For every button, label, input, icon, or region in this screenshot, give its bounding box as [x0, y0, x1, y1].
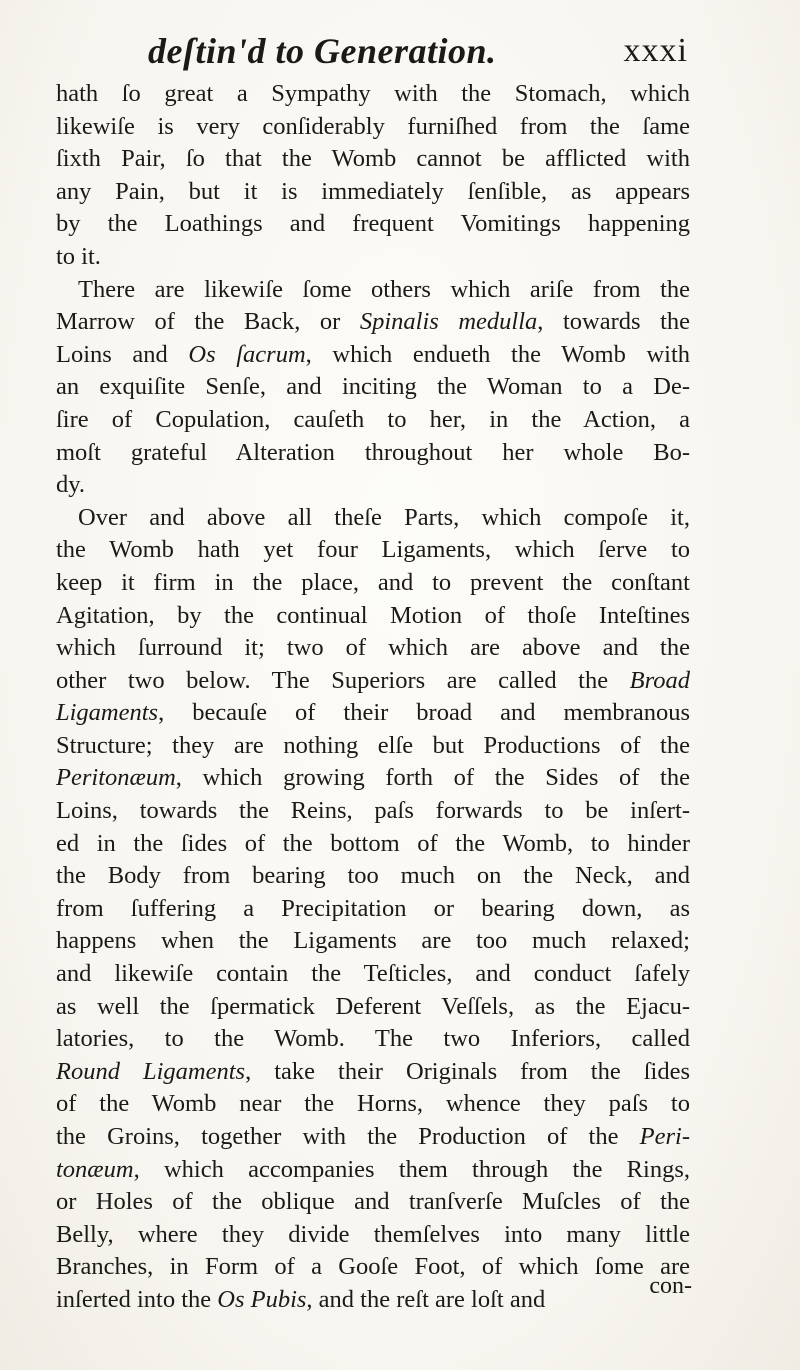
- text-line: ſire of Copulation, cauſeth to her, in the Action, a: [56, 405, 690, 433]
- text-line: from ſuffering a Precipitation or bearing down, as: [56, 894, 690, 922]
- text-line: tonæum, which accompanies them through the Rings,: [56, 1155, 690, 1183]
- text-line: the Groins, together with the Production of the Peri-: [56, 1123, 690, 1150]
- text-line: keep it firm in the place, and to prevent the conſtant: [56, 568, 690, 596]
- text-line: moſt grateful Alteration throughout her whole Bo-: [56, 438, 690, 466]
- page-number: xxxi: [623, 32, 688, 69]
- text-line: dy.: [56, 471, 86, 499]
- text-line: or Holes of the oblique and tranſverſe Muſcles of the: [56, 1188, 690, 1216]
- text-line: hath ſo great a Sympathy with the Stomach, which: [56, 80, 690, 107]
- running-title: deſtin'd to Generation.: [148, 31, 497, 71]
- text-line: Loins, towards the Reins, paſs forwards to be inſert-: [56, 797, 690, 825]
- text-line: to it.: [56, 242, 101, 270]
- paragraph-1: [56, 78, 690, 274]
- text-line: Loins and Os ſacrum, which endueth the Womb with: [56, 340, 691, 368]
- text-line: Round Ligaments, take their Originals from the ſides: [56, 1057, 690, 1085]
- page-header: [148, 30, 688, 80]
- text-line: Branches, in Form of a Gooſe Foot, of which ſome are: [56, 1253, 690, 1281]
- text-line: ſixth Pair, ſo that the Womb cannot be afflicted with: [56, 145, 690, 173]
- text-line: happens when the Ligaments are too much relaxed;: [56, 927, 690, 955]
- text-line: Over and above all theſe Parts, which compoſe it,: [78, 503, 690, 531]
- text-line: of the Womb near the Horns, whence they paſs to: [56, 1090, 690, 1118]
- text-line: Agitation, by the continual Motion of thoſe Inteſtines: [56, 601, 690, 629]
- text-line: which ſurround it; two of which are above and the: [56, 634, 690, 662]
- text-line: Belly, where they divide themſelves into many little: [56, 1220, 690, 1248]
- body-text: [56, 78, 690, 1317]
- paragraph-2: [56, 274, 690, 502]
- text-line: the Body from bearing too much on the Neck, and: [56, 862, 690, 890]
- text-line: Structure; they are nothing elſe but Productions of the: [56, 731, 690, 759]
- text-line: likewiſe is very conſiderably furniſhed from the ſame: [56, 112, 690, 140]
- paragraph-3: [56, 502, 690, 1317]
- text-line: by the Loathings and frequent Vomitings happening: [56, 210, 690, 238]
- text-line: the Womb hath yet four Ligaments, which ſerve to: [56, 536, 690, 564]
- text-line: There are likewiſe ſome others which ariſe from the: [78, 275, 690, 303]
- text-line: and likewiſe contain the Teſticles, and conduct ſafely: [56, 960, 690, 988]
- text-line: any Pain, but it is immediately ſenſible, as appears: [56, 177, 690, 205]
- text-line: ed in the ſides of the bottom of the Womb, to hinder: [56, 829, 690, 857]
- text-line: other two below. The Superiors are called the Broad: [56, 666, 690, 694]
- text-line: Peritonæum, which growing forth of the Sides of the: [56, 764, 690, 792]
- catchword: con-: [649, 1273, 692, 1299]
- text-line: latories, to the Womb. The two Inferiors, called: [56, 1025, 690, 1053]
- text-line: an exquiſite Senſe, and inciting the Woman to a De-: [56, 373, 690, 401]
- text-line: inſerted into the Os Pubis, and the reſt are loſt and: [56, 1285, 546, 1313]
- text-line: as well the ſpermatick Deferent Veſſels, as the Ejacu-: [56, 992, 690, 1020]
- text-line: Marrow of the Back, or Spinalis medulla, towards the: [56, 308, 691, 336]
- text-line: Ligaments, becauſe of their broad and membranous: [56, 699, 690, 727]
